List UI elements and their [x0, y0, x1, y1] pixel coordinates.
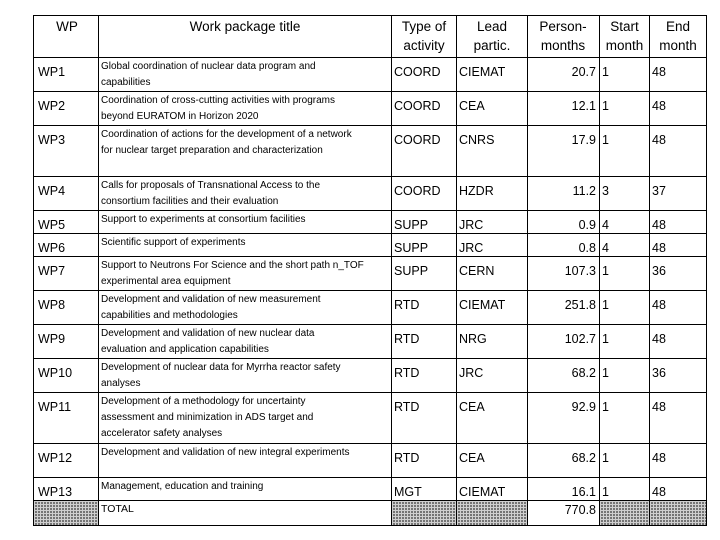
start-month: 1 — [600, 92, 650, 126]
wp-title-line: Support to Neutrons For Science and the short path n_TOF — [101, 260, 364, 271]
table-row — [34, 291, 707, 325]
activity-type: COORD — [392, 58, 457, 92]
wp-title-line: Development and validation of new integral experiments — [101, 447, 350, 458]
lead-participant: CEA — [457, 444, 528, 478]
wp-title-line: for nuclear target preparation and characterization — [101, 145, 323, 156]
wp-title-line: Global coordination of nuclear data program and — [101, 61, 316, 72]
wp-title — [99, 58, 392, 92]
end-month: 48 — [650, 92, 707, 126]
header-end: End month — [650, 16, 707, 58]
wp-title-line: Coordination of actions for the development of a network — [101, 129, 352, 140]
activity-type: SUPP — [392, 211, 457, 234]
table-row — [34, 126, 707, 177]
start-month: 1 — [600, 393, 650, 444]
person-months: 68.2 — [528, 359, 600, 393]
end-month: 48 — [650, 325, 707, 359]
table-row — [34, 92, 707, 126]
table-row — [34, 234, 707, 257]
start-month: 1 — [600, 291, 650, 325]
wp-id: WP5 — [34, 211, 99, 234]
header-lead: Lead partic. — [457, 16, 528, 58]
end-month: 48 — [650, 291, 707, 325]
lead-participant: CIEMAT — [457, 291, 528, 325]
person-months: 251.8 — [528, 291, 600, 325]
wp-title — [99, 177, 392, 211]
header-person-months: Person- months — [528, 16, 600, 58]
start-month: 1 — [600, 58, 650, 92]
end-month: 36 — [650, 359, 707, 393]
lead-participant: CEA — [457, 393, 528, 444]
lead-participant: JRC — [457, 211, 528, 234]
activity-type: COORD — [392, 92, 457, 126]
total-person-months: 770.8 — [528, 501, 600, 526]
lead-participant: CERN — [457, 257, 528, 291]
start-month: 3 — [600, 177, 650, 211]
activity-type: COORD — [392, 126, 457, 177]
wp-title-line: Development of nuclear data for Myrrha reactor safety — [101, 362, 341, 373]
total-wp-blank — [34, 501, 99, 526]
activity-type: RTD — [392, 359, 457, 393]
person-months: 107.3 — [528, 257, 600, 291]
lead-participant: CIEMAT — [457, 58, 528, 92]
end-month: 48 — [650, 234, 707, 257]
wp-title-line: accelerator safety analyses — [101, 428, 223, 439]
wp-title-line: Support to experiments at consortium facilities — [101, 214, 306, 225]
wp-title-line: Scientific support of experiments — [101, 237, 246, 248]
wp-title — [99, 444, 392, 478]
wp-title — [99, 291, 392, 325]
end-month: 37 — [650, 177, 707, 211]
wp-title-line: Coordination of cross-cutting activities with programs — [101, 95, 335, 106]
table-row — [34, 177, 707, 211]
activity-type: SUPP — [392, 234, 457, 257]
wp-title-line: evaluation and application capabilities — [101, 344, 269, 355]
activity-type: RTD — [392, 444, 457, 478]
total-end-blank — [650, 501, 707, 526]
start-month: 1 — [600, 478, 650, 501]
start-month: 1 — [600, 359, 650, 393]
end-month: 36 — [650, 257, 707, 291]
wp-title-line: Development of a methodology for uncertainty — [101, 396, 306, 407]
header-wp: WP — [34, 16, 99, 58]
total-label: TOTAL — [99, 501, 392, 526]
table-row — [34, 58, 707, 92]
lead-participant: CNRS — [457, 126, 528, 177]
header-title: Work package title — [99, 16, 392, 58]
start-month: 1 — [600, 444, 650, 478]
wp-title — [99, 325, 392, 359]
lead-participant: HZDR — [457, 177, 528, 211]
person-months: 0.8 — [528, 234, 600, 257]
person-months: 102.7 — [528, 325, 600, 359]
work-package-table — [33, 15, 707, 526]
person-months: 92.9 — [528, 393, 600, 444]
total-type-blank — [392, 501, 457, 526]
header-start: Start month — [600, 16, 650, 58]
wp-title-line: Development and validation of new nuclear data — [101, 328, 315, 339]
activity-type: RTD — [392, 291, 457, 325]
wp-id: WP6 — [34, 234, 99, 257]
wp-title — [99, 92, 392, 126]
activity-type: COORD — [392, 177, 457, 211]
wp-id: WP8 — [34, 291, 99, 325]
lead-participant: CIEMAT — [457, 478, 528, 501]
wp-id: WP13 — [34, 478, 99, 501]
wp-title — [99, 257, 392, 291]
wp-title-line: Calls for proposals of Transnational Access to the — [101, 180, 321, 191]
total-start-blank — [600, 501, 650, 526]
person-months: 0.9 — [528, 211, 600, 234]
wp-id: WP10 — [34, 359, 99, 393]
end-month: 48 — [650, 444, 707, 478]
header-type: Type of activity — [392, 16, 457, 58]
wp-id: WP2 — [34, 92, 99, 126]
wp-title — [99, 478, 392, 501]
person-months: 17.9 — [528, 126, 600, 177]
wp-id: WP9 — [34, 325, 99, 359]
wp-title-line: capabilities and methodologies — [101, 310, 238, 321]
table-row — [34, 478, 707, 501]
wp-title — [99, 126, 392, 177]
wp-id: WP3 — [34, 126, 99, 177]
wp-title-line: beyond EURATOM in Horizon 2020 — [101, 111, 259, 122]
wp-id: WP11 — [34, 393, 99, 444]
start-month: 1 — [600, 257, 650, 291]
total-row — [34, 501, 707, 526]
activity-type: RTD — [392, 325, 457, 359]
person-months: 16.1 — [528, 478, 600, 501]
table-row — [34, 257, 707, 291]
wp-id: WP4 — [34, 177, 99, 211]
lead-participant: CEA — [457, 92, 528, 126]
end-month: 48 — [650, 211, 707, 234]
wp-id: WP12 — [34, 444, 99, 478]
wp-title-line: Development and validation of new measurement — [101, 294, 321, 305]
lead-participant: JRC — [457, 234, 528, 257]
wp-title-line: capabilities — [101, 77, 151, 88]
end-month: 48 — [650, 478, 707, 501]
wp-title-line: Management, education and training — [101, 481, 264, 492]
wp-title-line: analyses — [101, 378, 141, 389]
start-month: 4 — [600, 211, 650, 234]
lead-participant: JRC — [457, 359, 528, 393]
end-month: 48 — [650, 393, 707, 444]
start-month: 1 — [600, 325, 650, 359]
activity-type: RTD — [392, 393, 457, 444]
table-row — [34, 211, 707, 234]
wp-title — [99, 234, 392, 257]
wp-title — [99, 393, 392, 444]
total-lead-blank — [457, 501, 528, 526]
activity-type: MGT — [392, 478, 457, 501]
person-months: 68.2 — [528, 444, 600, 478]
activity-type: SUPP — [392, 257, 457, 291]
table-row — [34, 393, 707, 444]
person-months: 12.1 — [528, 92, 600, 126]
lead-participant: NRG — [457, 325, 528, 359]
wp-title-line: consortium facilities and their evaluation — [101, 196, 279, 207]
end-month: 48 — [650, 58, 707, 92]
header-row — [34, 16, 707, 58]
wp-title-line: experimental area equipment — [101, 276, 231, 287]
start-month: 1 — [600, 126, 650, 177]
wp-title — [99, 359, 392, 393]
table-row — [34, 444, 707, 478]
person-months: 20.7 — [528, 58, 600, 92]
wp-id: WP7 — [34, 257, 99, 291]
wp-title-line: assessment and minimization in ADS target and — [101, 412, 314, 423]
table-row — [34, 325, 707, 359]
wp-id: WP1 — [34, 58, 99, 92]
wp-title — [99, 211, 392, 234]
table-row — [34, 359, 707, 393]
end-month: 48 — [650, 126, 707, 177]
person-months: 11.2 — [528, 177, 600, 211]
start-month: 4 — [600, 234, 650, 257]
